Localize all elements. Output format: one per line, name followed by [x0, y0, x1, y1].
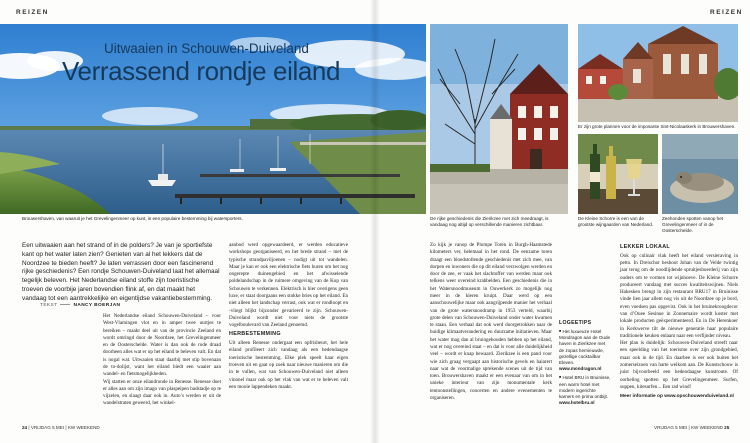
footer-left-date: VRIJDAG 5 MEI	[30, 425, 65, 430]
logeetip-1-text: Het luxueuze Hotel Mondragon aan de Oude haven in Zierikzee met de zopas hernieuwde, gezellige cocktailbar Eleven.	[559, 329, 611, 365]
logeetips-box	[559, 320, 611, 409]
seal-illustration	[662, 134, 738, 214]
wine-caption: De Kleine Schorre is een van de grootste wijngaarden van Nederland.	[578, 216, 654, 228]
seal-photo	[662, 134, 738, 214]
footer-left-magazine: KW WEEKEND	[67, 425, 100, 430]
church-caption: Er zijn grote plannen voor de imposante Sint-Nicolaaskerk in Brouwershaven.	[578, 124, 736, 129]
logeetip-2-text: Hotel BRU in Bruinisse, een warm hotel met modern ingerichte kamers en prima ontbijt.	[559, 375, 611, 399]
church-photo	[578, 24, 738, 122]
footer-left: 24 | VRIJDAG 5 MEI | KW WEEKEND	[22, 425, 100, 430]
wine-photo	[578, 134, 658, 214]
hero-caption: Brouwershaven, van waaruit je het Grevelingenmeer op kunt, is een populaire bestemming bij watersporters.	[22, 216, 243, 221]
body-column-1	[103, 313, 221, 408]
wine-illustration	[578, 134, 658, 214]
logeetip-2	[559, 375, 611, 406]
page-number-right: 25	[724, 425, 730, 430]
page-number-left: 24	[22, 425, 28, 430]
footer-right: VRIJDAG 5 MEI | KW WEEKEND 25	[654, 425, 730, 430]
author-credit	[40, 303, 120, 308]
logeetips-title: LOGEETIPS	[559, 320, 592, 326]
column-1-text: Het Nederlandse eiland Schouwen-Duiveland – voor West-Vlamingen vlot en in amper twee uurtjes te bereiken – maakt deel uit van de provincie Zeeland en wordt omringd door de Noordzee, het Grevelingenmeer en de Oosterschelde. Water is dan ook de rode draad doorheen alles wat er op het eiland te beleven valt. En dat is nogal wat. Uitwaaien staat daarbij met stip bovenaan de to-dolijst, want het eiland biedt een waaier aan wandel- en fietsmogelijkheden. Wij starten er onze eilandronde in Renesse. Renesse doet er alles aan om zijn imago van plaspeipen badstadje op te vijzelen, en slaagt daar ook in. Auto’s werden er uit de wandelstraten geweerd, het winkel-	[103, 313, 221, 407]
body-column-3	[430, 242, 552, 402]
logeetip-2-link[interactable]: www.hotelbru.nl	[559, 400, 595, 406]
zierikzee-caption: De rijke geschiedenis die Zierikzee met zich meedraagt, is vandaag nog altijd op verschillende manieren zichtbaar.	[430, 216, 549, 228]
column-3-text: Zo kijk je vanop de Plompe Toren in Burgh-Haamstede kilometers ver, helemaal in het rond. De eenzame toren draagt een bloedstollende geschiedenis met zich mee, van dorpen en inwoners die op dit eiland verzwolgen werden en door de zee, er vaak het slachtoffer van werden maar ook telkens weer overeind krabbelden. Een geschiedenis die in het Watersnoodmuseum in Ouwerkerk zo mogelijk nog meer in de kleren kruipt. Daar werd op een aanschouwelijke maar ook aangrijpende manier het verhaal van de grote watersnoodramp in 1953 verteld, waarbij grote delen van Schouwen-Duiveland onder water kwamen te staan. Een verhaal dat ook werd doorgetrokken naar de huidige klimaatverandering en duurzame initiatieven. Maar het water mag dan al bruingehouden hebben op het eiland, wat er nog overeind staat – en dat is voor alle duidelijkheid veel – wordt er knap bewaard. Zierikzee is een pand voor wie zich graag vergaapt aan historische gevels en haiarert naar wat de voormalige sprekende scenes uit de tijd van toen. Brouwershaven maakt er een evenaar van om in het unieke interieur van zijn monumentale kerk tentoonstellingen, concerten en andere evenementen te organiseren.	[430, 242, 552, 401]
more-info-line: Meer informatie op www.opschouwenduiveland.nl	[620, 394, 734, 400]
seal-caption: Zeehonden spotten vanop het Grevelingenmeer of in de Oosterschelde.	[662, 216, 724, 234]
section-tag-left: REIZEN	[16, 9, 49, 16]
intro-paragraph: Een uitwaaien aan het strand of in de polders? Je van je sportiefste kant op het water laten zien? Genieten van al het lekkers dat de Noordzee te bieden heeft? Je laten verrassen door een fascinerend rijke geschiedenis? Een rondje Schouwen-Duiveland laat het allemaal tegelijk beleven. Het Nederlandse eiland stoffe zijn toeristische troeven de voorbije jaren bovendien flink af, en dat maakt het vandaag tot een aantrekkelijke en eigentijdse vakantiebestemming.	[22, 242, 220, 302]
logeetip-1	[559, 329, 611, 372]
article-kicker: Uitwaaien in Schouwen-Duiveland	[104, 41, 309, 56]
church-illustration	[578, 24, 738, 122]
credit-author: NANCY BOERJAN	[73, 303, 121, 308]
body-column-4	[620, 242, 738, 401]
article-headline: Verrassend rondje eiland	[62, 56, 341, 86]
column-2-subhead: HERBESTEMMING	[229, 331, 281, 338]
body-column-2	[229, 242, 348, 391]
column-4-subhead: LEKKER LOKAAL	[620, 244, 671, 250]
footer-right-date: VRIJDAG 5 MEI	[654, 425, 688, 430]
column-2-paragraph-2: Uit alleen Renesse ondergaat een opfrisbeurt, het hele eiland profileert zich vandaag als een hedendaagse toeristische bestemming. Elke plek speelt haar eigen troeven uit en gaat op zoek naar nieuwe manieren om die in te vullen, wat van Schouwen-Duiveland niet alleen vinonel maar ook op het vlak van wat er te beleven valt een mooie lappendeken maakt.	[229, 340, 348, 390]
column-2-paragraph-1: aanbod werd opgewaardeerd, er werden educatieve workshops georganiseerd, en het brede strand – met de typische strandpaviljoenen – nodigt uit tot wandelen. Maar je kan er ook een elektrische fiets huren om het nog ongerepte duinengebied en het afwisselende poldelandschap in de ruimere omgeving van de Kop van Schouwen te verkennen. Elektrisch is hier overigens geen luxe, er staat doorgaans een stokke bries op het eiland. En niet alleen het landschap verrast, ook wat er rondloopt en -vliegt blijkt bijzonder gevarieerd te zijn. Schouwen-Duiveland wordt niet voor niets de grootste vogelboulevard van Zeeland genoemd.	[229, 242, 348, 329]
credit-label: TEKST	[40, 303, 58, 308]
section-tag-right: REIZEN	[710, 9, 743, 16]
footer-right-magazine: KW WEEKEND	[690, 425, 723, 430]
page-gutter	[370, 0, 380, 443]
zierikzee-illustration	[430, 24, 568, 214]
logeetip-1-link[interactable]: www.mondragon.nl	[559, 366, 602, 372]
zierikzee-photo	[430, 24, 568, 214]
credit-divider	[60, 304, 70, 305]
column-4-text: Ook op culinair vlak heeft het eiland versieraving in petto. In Dreischor beshoot Johan van de Velde twintig jaar terug om de noodlijdende spruitjesboerderij van zijn ouders om te vormen tot wijnhoeve. De Kleine Schorre produceert vandaag met succes kwaliteitswijnen. Niels Hakesken brengt in zijn restaurant BRU17 in Bruinisse vinde lien jaar allem nog vis uit de Noordzee op je bord, even voedsen pas opgevist. Ook in het bruinekroogdecor van d’Ouee Sesinue in Zonnemaire wordt koster met lokale producten geëxperimenteerd. En in De Herenkoer in Kerkwerve tilt de nieuwe generatie haar populaire traditionele keuken enlaam naar een verfijnder niveau. Het plan is duidelijk: Schouwen-Duiveland streeft naar een speelding van het toerisme over zijn grondgebied, maar ook in de tijd. En daarbee is eer ook buiten het zomerseizoen van harte welkom aan. De Kunstschouw is juist bijvoorbeeld een hedendaagse kunstroute. Of oorheling spotten op het Grevelingenmeer. Surfen, suppen, kitesurfen... Een rad wind!	[620, 252, 738, 390]
